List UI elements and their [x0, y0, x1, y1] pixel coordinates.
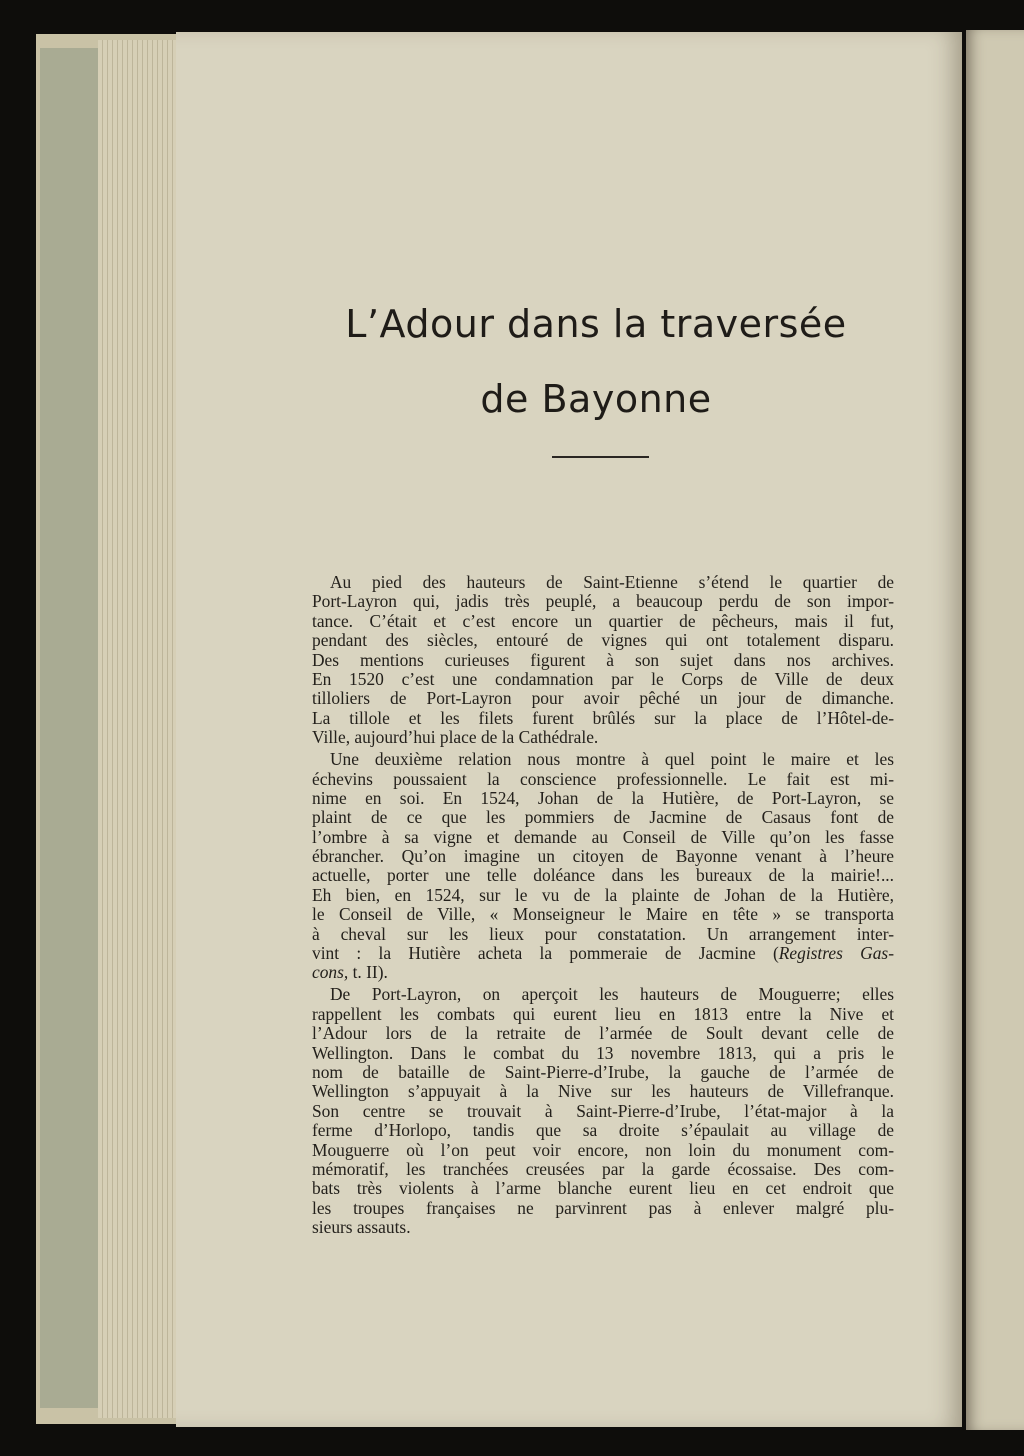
text-segment: Eh bien, en 1524, sur le vu de la plainte de Johan de la Hutière, [312, 884, 894, 905]
text-segment: à cheval sur les lieux pour constatation. Un arrangement inter- [312, 923, 894, 944]
text-line [312, 944, 894, 963]
italic-text: Registres Gas- [778, 943, 894, 964]
text-line [312, 847, 894, 866]
text-segment: rappellent les combats qui eurent lieu en 1813 entre la Nive et [312, 1003, 894, 1024]
text-line [312, 709, 894, 728]
text-line [312, 728, 894, 747]
text-line [312, 905, 894, 924]
text-segment: les troupes françaises ne parvinrent pas à enlever malgré plu- [312, 1197, 894, 1218]
text-line [312, 808, 894, 827]
text-line [312, 925, 894, 944]
text-line [312, 612, 894, 631]
text-segment: tance. C’était et c’est encore un quartier de pêcheurs, mais il fut, [312, 610, 894, 631]
paragraph [312, 750, 894, 983]
text-segment: Port-Layron qui, jadis très peuplé, a beaucoup perdu de son impor- [312, 591, 894, 612]
text-line [312, 750, 894, 769]
facing-page-edge [966, 30, 1024, 1430]
text-line [312, 886, 894, 905]
text-segment: De Port-Layron, on aperçoit les hauteurs de Mouguerre; elles [330, 984, 894, 1005]
text-segment: sieurs assauts. [312, 1217, 411, 1238]
text-segment: La tillole et les filets furent brûlés sur la place de l’Hôtel-de- [312, 707, 894, 728]
text-segment: nom de bataille de Saint-Pierre-d’Irube, la gauche de l’armée de [312, 1061, 894, 1082]
title-divider [552, 456, 649, 458]
text-segment: ébrancher. Qu’on imagine un citoyen de Bayonne venant à l’heure [312, 846, 894, 867]
text-segment: vint : la Hutière acheta la pommeraie de Jacmine ( [312, 943, 779, 964]
paragraph [312, 573, 894, 748]
text-segment: nime en soi. En 1524, Johan de la Hutière, de Port-Layron, se [312, 787, 894, 808]
book-cover-edge [40, 48, 98, 1408]
text-line [312, 689, 894, 708]
text-line [312, 1102, 894, 1121]
text-segment: Au pied des hauteurs de Saint-Etienne s’étend le quartier de [330, 572, 894, 592]
text-line [312, 670, 894, 689]
text-line [312, 592, 894, 611]
text-segment: l’ombre à sa vigne et demande au Conseil de Ville qu’on les fasse [312, 826, 894, 847]
text-line [312, 573, 894, 592]
text-line [312, 1218, 894, 1237]
text-line [312, 1121, 894, 1140]
text-segment: bats très violents à l’arme blanche eurent lieu en cet endroit que [312, 1178, 894, 1199]
text-line [312, 770, 894, 789]
text-segment: tilloliers de Port-Layron pour avoir pêché un jour de dimanche. [312, 688, 894, 709]
text-line [312, 789, 894, 808]
article-title-line-2: de Bayonne [480, 377, 712, 421]
text-line [312, 1005, 894, 1024]
text-line [312, 651, 894, 670]
text-segment: Mouguerre où l’on peut voir encore, non loin du monument com- [312, 1139, 894, 1160]
paragraph [312, 985, 894, 1237]
article-title-line-1: L’Adour dans la traversée [345, 302, 847, 346]
text-segment: pendant des siècles, entouré de vignes qui ont totalement disparu. [312, 630, 894, 651]
text-line [312, 985, 894, 1004]
text-segment: plaint de ce que les pommiers de Jacmine de Casaus font de [312, 807, 894, 828]
text-line [312, 963, 894, 982]
italic-text: cons, [312, 962, 349, 983]
article-body [312, 573, 894, 1240]
text-segment: Des mentions curieuses figurent à son sujet dans nos archives. [312, 649, 894, 670]
text-line [312, 1082, 894, 1101]
text-segment: Son centre se trouvait à Saint-Pierre-d’Irube, l’état-major à la [312, 1100, 894, 1121]
text-line [312, 1024, 894, 1043]
text-line [312, 1044, 894, 1063]
text-line [312, 828, 894, 847]
text-segment: Wellington s’appuyait à la Nive sur les hauteurs de Villefranque. [312, 1081, 894, 1102]
text-segment: mémoratif, les tranchées creusées par la garde écossaise. Des com- [312, 1158, 894, 1179]
text-segment: Ville, aujourd’hui place de la Cathédrale. [312, 727, 599, 748]
text-segment: actuelle, porter une telle doléance dans les bureaux de la mairie!... [312, 865, 894, 886]
text-line [312, 866, 894, 885]
text-line [312, 631, 894, 650]
text-segment: ferme d’Horlopo, tandis que sa droite s’épaulait au village de [312, 1120, 894, 1141]
text-segment: Wellington. Dans le combat du 13 novembre 1813, qui a pris le [312, 1042, 894, 1063]
text-segment: t. II). [348, 962, 388, 983]
text-line [312, 1063, 894, 1082]
text-line [312, 1179, 894, 1198]
text-line [312, 1141, 894, 1160]
text-segment: l’Adour lors de la retraite de l’armée de Soult devant celle de [312, 1023, 894, 1044]
text-line [312, 1199, 894, 1218]
text-line [312, 1160, 894, 1179]
text-segment: le Conseil de Ville, « Monseigneur le Maire en tête » se transporta [312, 904, 894, 925]
text-segment: En 1520 c’est une condamnation par le Corps de Ville de deux [312, 668, 894, 689]
text-segment: échevins poussaient la conscience professionnelle. Le fait est mi- [312, 768, 894, 789]
text-segment: Une deuxième relation nous montre à quel point le maire et les [330, 749, 894, 770]
stacked-page-edges [98, 40, 176, 1418]
